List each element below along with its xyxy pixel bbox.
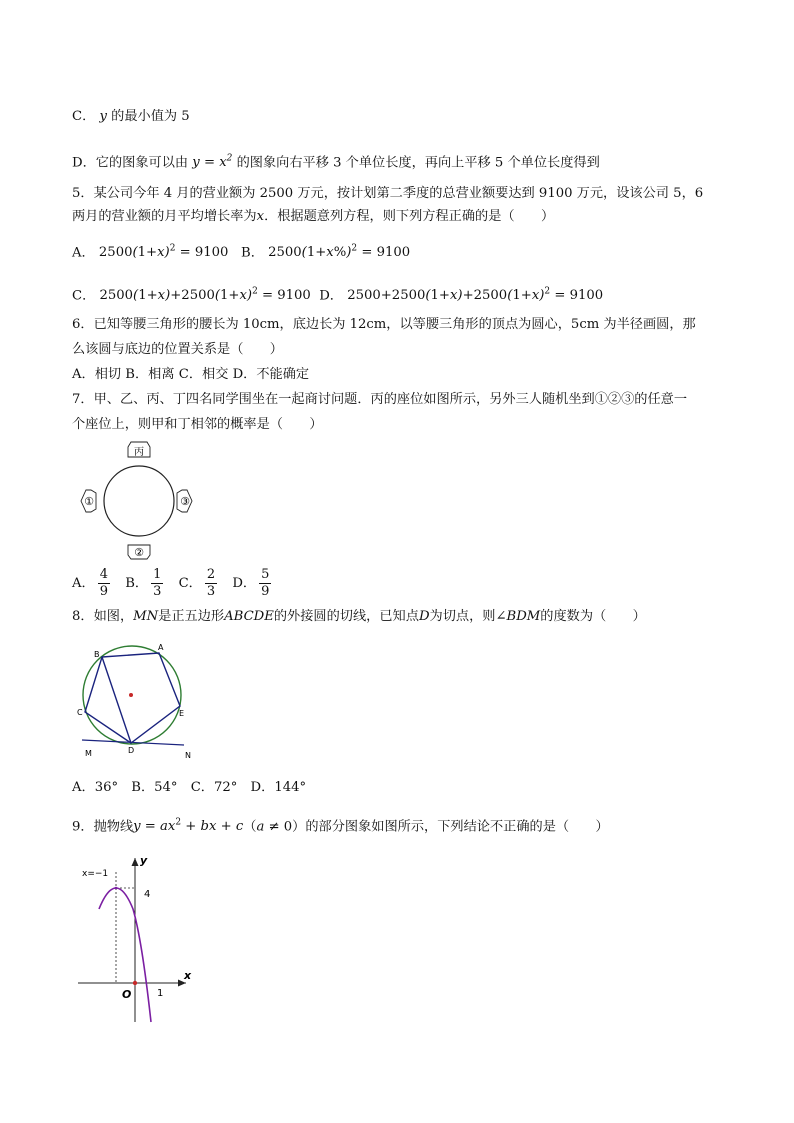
q7-option-b — [125, 566, 166, 602]
fraction — [151, 567, 163, 600]
stem-text: 8．如图， — [72, 609, 134, 624]
stem-text: 的度数为（ ） — [540, 609, 646, 624]
label-n: N — [185, 751, 191, 760]
fraction — [98, 567, 110, 600]
q8-options: A．36° B．54° C．72° D．144° — [72, 780, 307, 795]
seat-top-label: 丙 — [134, 447, 144, 458]
numerator: 1 — [153, 567, 162, 582]
q8-pentagon-figure — [76, 640, 200, 764]
stem-text: 两月的营业额的月平均增长率为 — [72, 209, 257, 224]
label-d: D — [128, 746, 135, 755]
stem-text: ．根据题意列方程，则下列方程正确的是（ ） — [264, 209, 555, 224]
math-y-eq-x2: $y = x^2$ — [192, 154, 233, 171]
q9-parabola-graph — [74, 852, 204, 1024]
label-e: E — [179, 709, 185, 718]
fraction — [205, 567, 217, 600]
label-b: B — [94, 650, 100, 659]
q5-options-cd — [72, 283, 603, 305]
q7-stem-line1: 7．甲、乙、丙、丁四名同学围坐在一起商讨问题．丙的座位如图所示，另外三人随机坐到①②③的任意一 — [72, 392, 688, 407]
axis-of-symmetry-label: x=−1 — [82, 869, 109, 879]
q9-stem — [72, 814, 609, 836]
numerator: 4 — [99, 567, 108, 582]
q8-stem — [72, 608, 646, 626]
parabola-curve — [99, 888, 151, 1022]
label-a: A — [158, 643, 164, 652]
denominator: 3 — [206, 584, 216, 599]
segment-bd — [102, 657, 131, 743]
stem-text: 的外接圆的切线，已知点 — [273, 609, 419, 624]
label-c: C — [77, 708, 83, 717]
q4-option-c — [72, 108, 190, 126]
round-table — [104, 466, 174, 536]
option-text: 的图象向右平移 3 个单位长度，再向上平移 5 个单位长度得到 — [236, 155, 600, 171]
math-d: D — [418, 609, 430, 624]
y-tick-4: 4 — [144, 889, 151, 900]
math-mn: MN — [133, 609, 159, 624]
math-parabola: $y = ax^2$ + bx + c — [133, 818, 244, 835]
q5-stem-line1: 5．某公司今年 4 月的营业额为 2500 万元，按计划第二季度的总营业额要达到 9100 万元，设该公司 5，6 — [72, 186, 704, 201]
q7-option-a — [72, 566, 113, 602]
math-y: y — [99, 109, 107, 124]
math-x: x — [256, 209, 265, 224]
math-bdm: BDM — [506, 609, 541, 624]
denominator: 3 — [153, 584, 162, 599]
x-tick-1: 1 — [157, 988, 164, 999]
seat-left-label: ① — [84, 495, 94, 508]
option-label: B． — [125, 576, 149, 591]
stem-text: 9．抛物线 — [72, 819, 134, 835]
center-point — [129, 693, 133, 697]
fraction — [259, 567, 271, 600]
numerator: 5 — [261, 567, 270, 582]
q7-option-c — [179, 566, 221, 602]
stem-text: 是正五边形 — [158, 609, 225, 624]
denominator: 9 — [261, 584, 270, 599]
option-label: B． — [241, 245, 264, 261]
q6-stem-line1: 6．已知等腰三角形的腰长为 10cm，底边长为 12cm，以等腰三角形的顶点为圆心，5cm 为半径画圆，那 — [72, 317, 696, 332]
stem-text: 为切点，则∠ — [429, 609, 507, 624]
option-label: C． — [72, 288, 96, 304]
option-text: 的最小值为 5 — [111, 109, 190, 124]
pentagon-abcde — [85, 653, 180, 743]
stem-text: （ — [243, 819, 257, 835]
q7-seating-figure — [74, 438, 204, 560]
option-label: D． — [232, 576, 257, 591]
equation-a: $2500(1+x)^2 = 9100$ — [98, 244, 229, 261]
origin-label: O — [122, 988, 132, 1001]
math-a-ne-0: a ≠ 0 — [256, 819, 293, 835]
x-axis-label: x — [184, 969, 192, 982]
option-label: D． — [72, 155, 96, 171]
equation-d: $2500+2500(1+x)+2500(1+x)^2 = 9100$ — [347, 287, 604, 304]
q5-stem-line2 — [72, 208, 554, 226]
equation-b: $2500(1+x\%)^2 = 9100$ — [268, 244, 411, 261]
y-axis-arrow — [132, 858, 139, 866]
math-abcde: ABCDE — [224, 609, 274, 624]
q6-options: A．相切 B．相离 C．相交 D．不能确定 — [72, 367, 310, 382]
y-axis-label: y — [140, 854, 148, 867]
q7-options — [72, 566, 282, 602]
option-label: C． — [72, 109, 96, 124]
seat-right-label: ③ — [180, 495, 190, 508]
q7-option-d — [232, 566, 274, 602]
vertex-point — [115, 887, 118, 890]
option-label: A． — [72, 576, 95, 591]
option-text: 它的图象可以由 — [95, 155, 189, 171]
seat-bottom-label: ② — [134, 546, 144, 559]
stem-text: ）的部分图象如图所示，下列结论不正确的是（ ） — [292, 819, 609, 835]
q4-option-d — [72, 150, 600, 172]
numerator: 2 — [206, 567, 216, 582]
q5-options-ab — [72, 240, 410, 262]
q7-stem-line2: 个座位上，则甲和丁相邻的概率是（ ） — [72, 417, 323, 432]
option-label: A． — [72, 245, 95, 261]
option-label: C． — [178, 576, 202, 591]
q6-stem-line2: 么该圆与底边的位置关系是（ ） — [72, 342, 283, 357]
equation-c: $2500(1+x)+2500(1+x)^2 = 9100$ — [99, 287, 311, 304]
label-m: M — [85, 749, 92, 758]
origin-point — [133, 981, 137, 985]
option-label: D． — [319, 288, 343, 304]
denominator: 9 — [99, 584, 108, 599]
